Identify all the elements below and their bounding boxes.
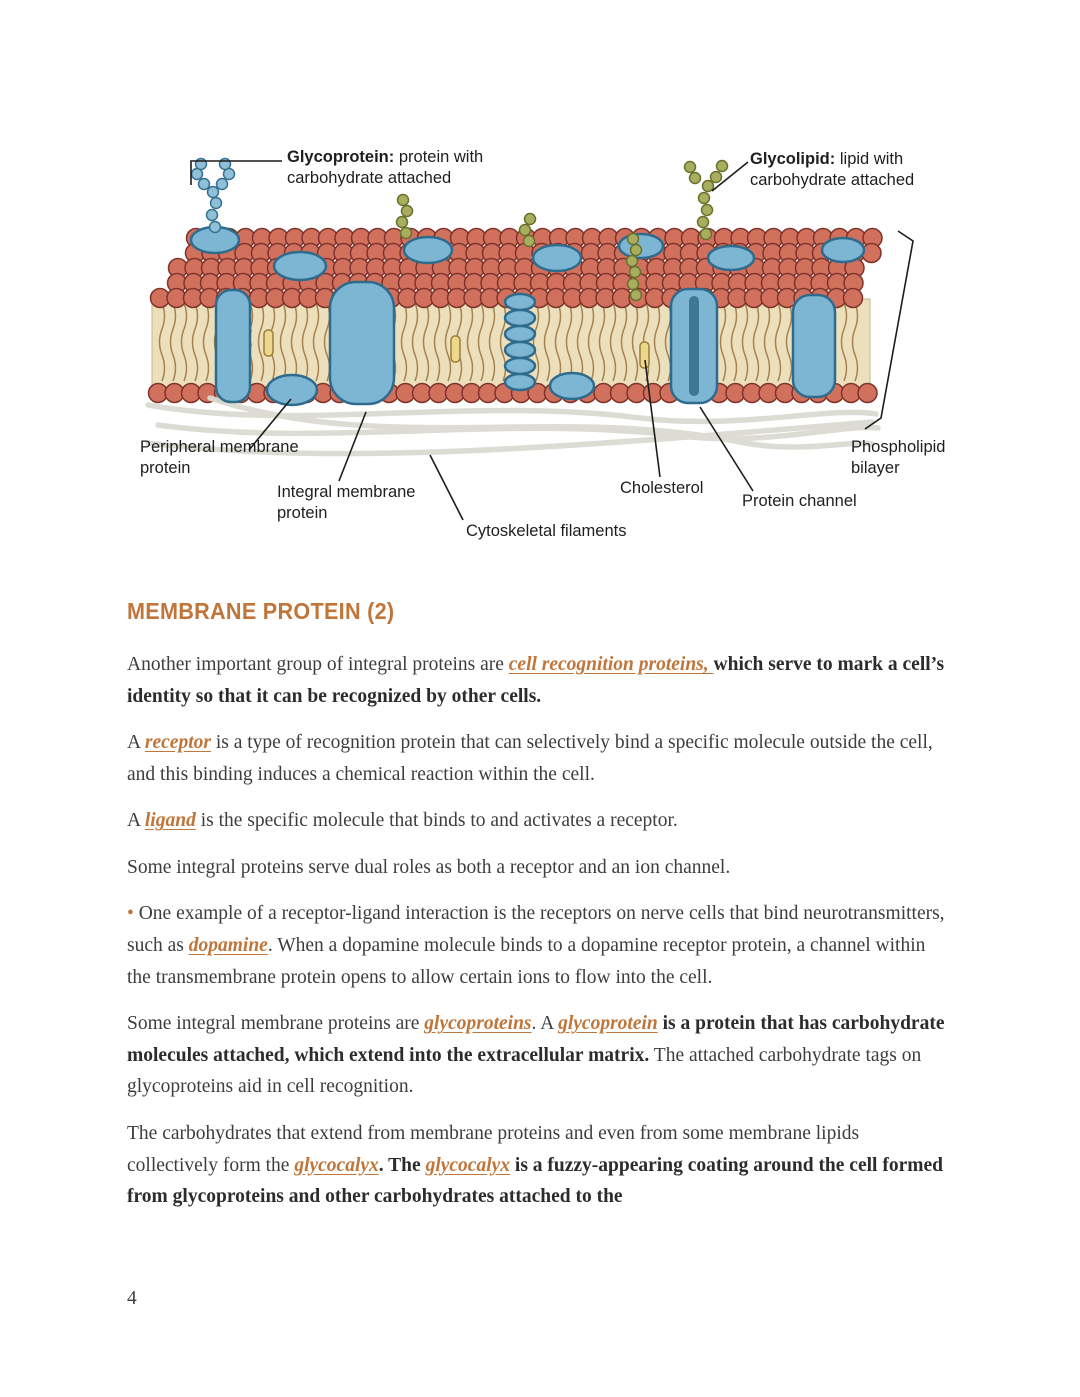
integral-protein-shape [216, 290, 250, 402]
text-segment: is the specific molecule that binds to and activates a receptor. [195, 810, 678, 832]
label-term: Glycolipid: [750, 150, 836, 168]
text-segment: Some integral proteins serve dual roles as both a receptor and an ion channel. [127, 856, 731, 878]
integral-protein-shape [793, 295, 835, 397]
text-segment: is a fuzzy-appearing coating around the cell formed from glycoproteins and other carbohydrates attached to the [127, 1154, 943, 1208]
paragraph-6 [127, 1008, 949, 1103]
text-segment: One example of a receptor-ligand interaction is the receptors on nerve cells that bind neurotransmitters, such as [127, 903, 945, 957]
label-cholesterol: Cholesterol [620, 479, 704, 497]
membrane-figure [0, 0, 1080, 575]
label-term: Glycoprotein: [287, 148, 395, 166]
label-phospholipid-bilayer: Phospholipid bilayer [851, 438, 946, 478]
text-segment: A [127, 810, 145, 832]
membrane-diagram [0, 0, 1080, 575]
text-segment: A [127, 732, 145, 754]
link-glycoproteins[interactable]: glycoproteins [424, 1013, 532, 1035]
label-glycoprotein [287, 147, 499, 189]
text-segment: . The [378, 1154, 426, 1176]
link-glycoprotein[interactable]: glycoprotein [558, 1013, 658, 1035]
link-receptor[interactable]: receptor [144, 732, 211, 754]
text-segment: Some integral membrane proteins are [127, 1013, 425, 1035]
paragraph-2 [127, 727, 949, 790]
link-glycocalyx[interactable]: glycocalyx [294, 1154, 379, 1176]
text-segment: Another important group of integral proteins are [127, 654, 509, 675]
link-cell-recognition-proteins[interactable]: cell recognition proteins, [508, 654, 714, 675]
text-segment: . When a dopamine molecule binds to a dopamine receptor protein, a channel within the transmembrane protein opens to allow certain ions to flow into the cell. [127, 935, 926, 988]
text-segment: which serve to mark a cell’s identity so that it can be recognized by other cells. [127, 654, 945, 707]
paragraph-4 [127, 852, 949, 884]
text-segment: The attached carbohydrate tags on glycoproteins aid in cell recognition. [127, 1044, 922, 1098]
label-cytoskeletal-filaments: Cytoskeletal filaments [466, 522, 627, 540]
glycoprotein-chain [192, 159, 235, 233]
label-peripheral-protein: Peripheral membrane protein [140, 438, 299, 478]
page-content [127, 598, 949, 1228]
paragraph-3 [127, 805, 949, 837]
text-segment: . A [531, 1013, 559, 1035]
link-dopamine[interactable]: dopamine [188, 935, 268, 957]
link-ligand[interactable]: ligand [144, 810, 196, 832]
page-number: 4 [127, 1288, 137, 1309]
label-desc: protein with carbohydrate attached [287, 148, 484, 188]
label-integral-protein: Integral membrane protein [277, 483, 416, 523]
peripheral-protein-shape [267, 375, 317, 405]
paragraph-5 [127, 898, 949, 993]
text-segment: is a type of recognition protein that can selectively bind a specific molecule outside the cell, and this binding induces a chemical reaction within the cell. [127, 732, 933, 785]
text-segment: is a protein that has carbohydrate molecules attached, which extend into the extracellular matrix. [127, 1013, 945, 1066]
bullet-icon: • [127, 903, 134, 925]
label-desc: lipid with carbohydrate attached [750, 150, 915, 190]
text-segment: The carbohydrates that extend from membrane proteins and even from some membrane lipids collectively form the [127, 1122, 860, 1176]
integral-protein-shape [330, 282, 394, 404]
paragraph-1 [127, 649, 949, 712]
paragraph-7 [127, 1118, 949, 1213]
label-protein-channel: Protein channel [742, 492, 857, 510]
link-glycocalyx[interactable]: glycocalyx [425, 1154, 511, 1176]
leader-cytoskeletal [430, 455, 463, 520]
section-heading: MEMBRANE PROTEIN (2) [127, 598, 395, 624]
label-glycolipid [750, 149, 915, 191]
